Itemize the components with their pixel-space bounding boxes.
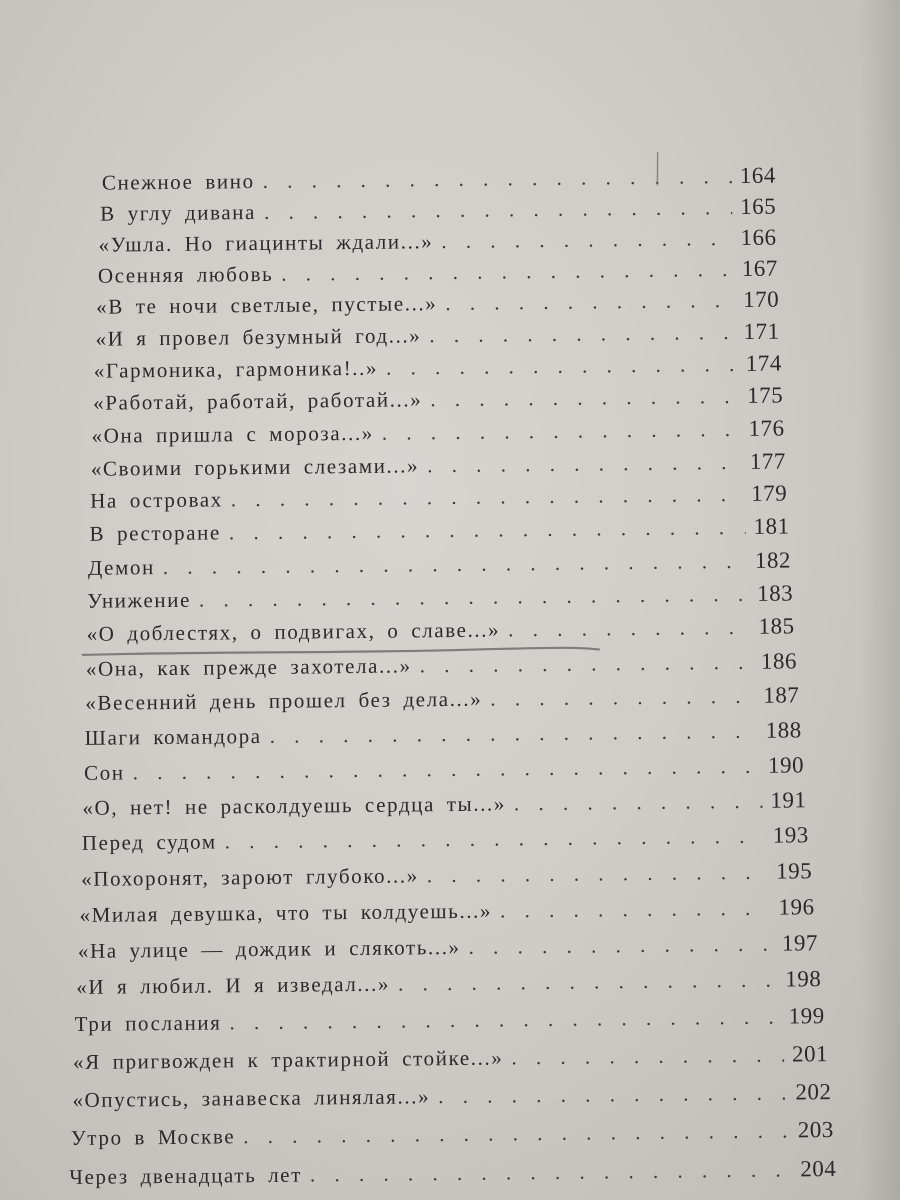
entry-page-number: 190	[767, 752, 805, 778]
entry-title: «И я провел безумный год...»	[95, 323, 422, 351]
entry-title: «Милая девушка, что ты колдуешь...»	[79, 898, 493, 927]
entry-page-number: 187	[763, 682, 800, 708]
dot-leader	[270, 719, 758, 749]
dot-leader	[508, 615, 751, 643]
entry-page-number: 202	[795, 1079, 832, 1105]
toc-entry	[73, 1041, 828, 1081]
entry-page-number: 164	[739, 162, 776, 188]
entry-title: Утро в Москве	[70, 1124, 236, 1151]
entry-title: Демон	[87, 555, 155, 580]
entry-page-number: 198	[785, 966, 822, 992]
dot-leader	[229, 515, 746, 545]
entry-page-number: 196	[778, 894, 815, 920]
toc-entry	[86, 648, 797, 687]
dot-leader	[243, 1119, 790, 1150]
dot-leader	[468, 932, 774, 960]
entry-title: В ресторане	[89, 520, 222, 546]
toc-entry	[69, 1156, 836, 1196]
dot-leader	[231, 482, 744, 512]
entry-page-number: 175	[747, 382, 784, 408]
dot-leader	[500, 896, 771, 924]
dot-leader	[430, 384, 739, 412]
dot-leader	[427, 450, 742, 478]
entry-title: «Весенний день прошел без дела...»	[85, 686, 483, 715]
toc-entry	[81, 858, 812, 898]
entry-title: Три послания	[74, 1010, 222, 1036]
toc-entry	[75, 1003, 825, 1043]
entry-page-number: 183	[757, 580, 794, 606]
entry-title: «Она, как прежде захотела...»	[85, 653, 412, 681]
entry-title: Шаги командора	[84, 724, 262, 750]
entry-page-number: 176	[748, 415, 785, 441]
dot-leader	[281, 257, 734, 287]
dot-leader	[229, 1005, 780, 1036]
entry-title: Осенняя любовь	[97, 261, 274, 288]
dot-leader	[262, 164, 732, 194]
dot-leader	[398, 968, 778, 997]
toc-entry	[82, 787, 806, 827]
entry-title: «О доблестях, о подвигах, о славе...»	[86, 617, 501, 646]
entry-title: Унижение	[87, 587, 192, 613]
entry-title: «Похоронят, зароют глубоко...»	[81, 863, 419, 891]
entry-page-number: 186	[760, 648, 798, 674]
entry-page-number: 199	[788, 1003, 825, 1029]
dot-leader	[514, 789, 763, 817]
entry-page-number: 177	[749, 448, 786, 474]
entry-page-number: 165	[740, 193, 777, 219]
entry-page-number: 181	[753, 513, 790, 539]
entry-title: «Своими горькими слезами...»	[90, 453, 420, 481]
entry-title: «Я пригвожден к трактирной стойке...»	[72, 1045, 504, 1075]
dot-leader	[199, 582, 750, 613]
dot-leader	[264, 195, 732, 225]
dot-leader	[441, 226, 732, 254]
entry-page-number: 166	[740, 224, 777, 250]
entry-title: На островах	[90, 487, 223, 513]
toc-entry	[89, 513, 789, 552]
entry-title: Снежное вино	[101, 169, 255, 195]
entry-page-number: 179	[751, 480, 788, 506]
entry-title: «Работай, работай, работай...»	[93, 387, 423, 415]
entry-page-number: 204	[800, 1156, 837, 1182]
entry-title: «В те ночи светлые, пустые...»	[96, 291, 438, 319]
toc-entry	[79, 894, 814, 934]
entry-page-number: 193	[772, 822, 809, 848]
toc-entry	[84, 752, 804, 792]
toc-entry	[71, 1117, 834, 1157]
entry-page-number: 185	[758, 613, 795, 639]
entry-title: «О, нет! не расколдуешь сердца ты...»	[82, 791, 507, 820]
dot-leader	[420, 650, 754, 678]
dot-leader	[511, 1043, 784, 1071]
dot-leader	[163, 549, 747, 580]
entry-page-number: 170	[743, 286, 780, 312]
entry-title: «Гармоника, гармоника!..»	[93, 355, 379, 383]
entry-title: «И я любил. И я изведал...»	[76, 971, 391, 999]
entry-title: «Опустись, занавеска линялая...»	[72, 1084, 431, 1113]
toc-entry	[86, 613, 794, 652]
entry-page-number: 197	[781, 930, 819, 956]
toc-entry	[78, 930, 818, 970]
entry-page-number: 201	[791, 1041, 829, 1067]
dot-leader	[386, 352, 738, 381]
dot-leader	[225, 824, 765, 855]
entry-title: «На улице — дождик и слякоть...»	[77, 934, 461, 963]
dot-leader	[427, 860, 769, 889]
entry-title: В углу дивана	[100, 200, 257, 226]
entry-title: «Она пришла с мороза...»	[91, 420, 374, 448]
entry-page-number: 182	[754, 547, 792, 573]
dot-leader	[382, 417, 741, 446]
entry-page-number: 188	[765, 717, 802, 743]
dot-leader	[132, 754, 760, 786]
entry-title: «Ушла. Но гиацинты ждали...»	[98, 229, 434, 257]
toc-entry	[85, 682, 799, 721]
entry-page-number: 203	[797, 1117, 834, 1143]
toc-entry	[85, 717, 802, 757]
dot-leader	[310, 1157, 793, 1187]
entry-page-number: 171	[743, 318, 780, 344]
entry-title: Сон	[83, 760, 125, 785]
dot-leader	[490, 684, 755, 712]
entry-page-number: 195	[776, 858, 813, 884]
entry-page-number: 191	[770, 787, 807, 813]
dot-leader	[438, 1081, 788, 1110]
toc-entry	[82, 822, 809, 862]
entry-title: Перед судом	[81, 829, 217, 855]
entry-title: Через двенадцать лет	[69, 1162, 303, 1190]
dot-leader	[429, 320, 735, 348]
toc-entry	[76, 966, 821, 1006]
dot-leader	[445, 288, 735, 316]
entry-page-number: 167	[741, 255, 778, 281]
entry-page-number: 174	[745, 350, 782, 376]
toc-entry	[72, 1079, 831, 1119]
